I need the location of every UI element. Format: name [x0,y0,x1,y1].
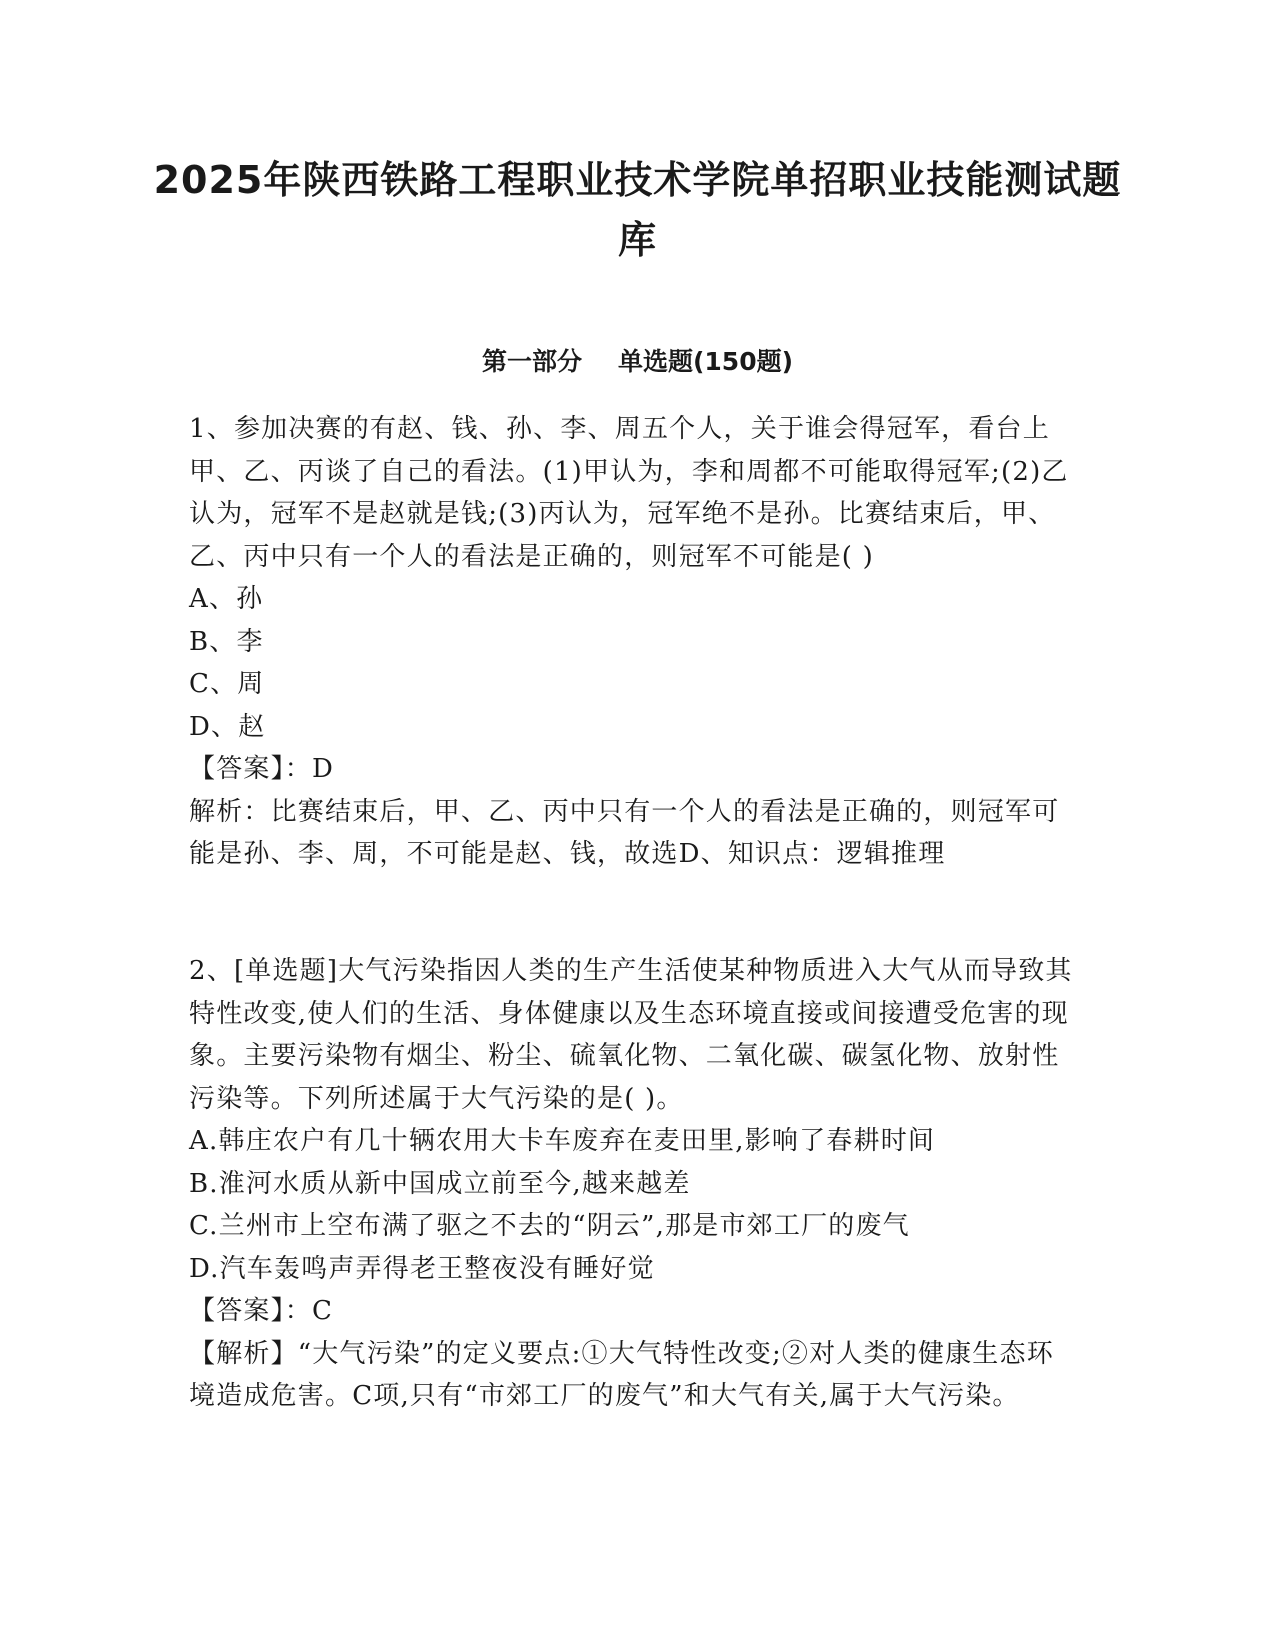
analysis: 解析：比赛结束后，甲、乙、丙中只有一个人的看法是正确的，则冠军可能是孙、李、周，不可能是赵、钱，故选D、知识点：逻辑推理 [189,796,1060,869]
option-b: B、李 [189,626,264,657]
option-d: D、赵 [189,711,266,742]
question-stem: 2、[单选题]大气污染指因人类的生产生活使某种物质进入大气从而导致其特性改变,使人们的生活、身体健康以及生态环境直接或间接遭受危害的现象。主要污染物有烟尘、粉尘、硫氧化物、二氧化碳、碳氢化物、放射性污染等。下列所述属于大气污染的是( )。 [189,956,1073,1114]
option-d: D.汽车轰鸣声弄得老王整夜没有睡好觉 [189,1253,655,1284]
question-1 [189,408,1079,876]
section-title [150,344,1125,380]
question-2 [189,950,1079,1418]
section-part: 第一部分 [481,347,582,376]
document-title: 2025年陕西铁路工程职业技术学院单招职业技能测试题库 [153,158,1122,262]
answer: 【答案】：C [189,1296,334,1326]
option-c: C.兰州市上空布满了驱之不去的“阴云”,那是市郊工厂的废气 [189,1211,910,1241]
section-name: 单选题(150题) [617,347,794,376]
option-b: B.淮河水质从新中国成立前至今,越来越差 [189,1168,691,1199]
question-stem: 1、参加决赛的有赵、钱、孙、李、周五个人，关于谁会得冠军，看台上甲、乙、丙谈了自己的看法。(1)甲认为，李和周都不可能取得冠军;(2)乙认为，冠军不是赵就是钱;(3)丙认为，冠军绝不是孙。比赛结束后，甲、乙、丙中只有一个人的看法是正确的，则冠军不可能是( ) [189,414,1069,572]
analysis: 【解析】“大气污染”的定义要点:①大气特性改变;②对人类的健康生态环境造成危害。C项,只有“市郊工厂的废气”和大气有关,属于大气污染。 [189,1338,1054,1411]
option-a: A.韩庄农户有几十辆农用大卡车废弃在麦田里,影响了春耕时间 [189,1126,936,1156]
option-a: A、孙 [189,584,264,614]
option-c: C、周 [189,669,265,699]
answer: 【答案】：D [189,754,335,784]
